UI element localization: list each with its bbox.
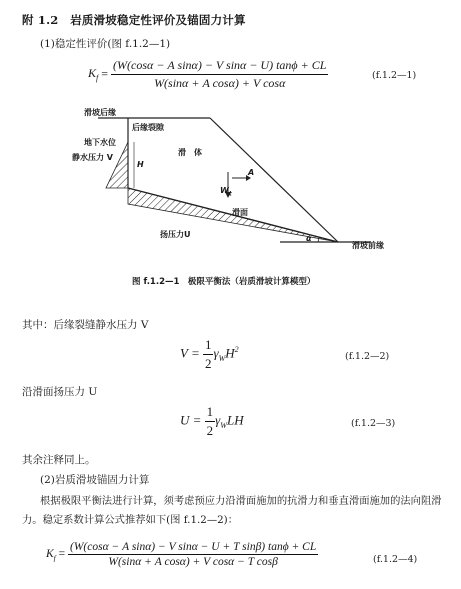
equation-3: U = $\frac{1}{2}$ $\gamma_WLH$ (180, 404, 244, 438)
label-groundwater: 地下水位 (84, 138, 116, 147)
label-accel: A (248, 168, 255, 177)
subheading-anchor: (2)岩质滑坡锚固力计算 (40, 474, 150, 486)
equation-2: V = $\frac{1}{2}$ $\gamma_WH^2$ (180, 337, 239, 371)
text-u-definition: 沿滑面扬压力 U (22, 386, 98, 398)
eq1-fraction (111, 58, 328, 91)
label-slide-face: 滑面 (232, 208, 248, 217)
label-uplift: 扬压力U (160, 230, 191, 239)
eq3-number: (f.1.2—3) (351, 418, 396, 429)
label-height: H (137, 160, 144, 169)
eq1-number: (f.1.2—1) (372, 70, 417, 81)
anchor-paragraph-line2: 力。稳定系数计算公式推荐如下(图 f.1.2—2)： (22, 514, 238, 526)
eq1-numerator: (W(cosα − A sinα) − V sinα − U) tanϕ + CL (111, 58, 328, 75)
eq4-lhs: $K_f$ (46, 548, 56, 563)
slope-diagram (70, 100, 400, 275)
eq1-lhs: $K_f$ (88, 66, 99, 83)
equation-1: $K_f$ = $\frac{\text{(W(cosα − A sinα) − V sinα − U) tanϕ + CL}}{\text{W(sinα + A cosα) + V cosα}}$ (88, 58, 327, 90)
text-v-definition: 其中：后缘裂缝静水压力 V (22, 319, 149, 331)
text-rest: 其余注释同上。 (22, 454, 96, 466)
label-back-edge: 滑坡后缘 (84, 108, 116, 117)
subheading-stability: (1)稳定性评价(图 f.1.2—1) (40, 38, 171, 50)
label-angle: α (306, 234, 312, 243)
equation-4: $K_f$ = $\frac{\text{(W(cosα − A sinα) − V sinα − U + T sinβ) tanϕ + CL}}{\text{W(sinα + A cosα) + V cosα − T cosβ}}$ (46, 541, 317, 568)
label-back-crack: 后缘裂隙 (132, 123, 164, 132)
eq1-denominator: W(sinα + A cosα) + V cosα (154, 76, 286, 90)
label-front-edge: 滑坡前缘 (352, 241, 384, 250)
anchor-paragraph-line1: 根据极限平衡法进行计算，须考虑预应力沿滑面施加的抗滑力和垂直滑面施加的法向阻滑 (40, 495, 442, 507)
eq4-numerator: (W(cosα − A sinα) − V sinα − U + T sinβ) tanϕ + CL (70, 541, 317, 553)
eq3-fraction: $\frac{1}{2}$ (206, 404, 214, 438)
eq4-number: (f.1.2—4) (373, 554, 418, 565)
slope-surface-line (210, 118, 338, 242)
eq4-denominator: W(sinα + A cosα) + V cosα − T cosβ (108, 556, 278, 568)
label-static-pressure: 静水压力 V (72, 153, 113, 162)
static-pressure-triangle (106, 142, 128, 188)
figure-caption: 图 f.1.2—1 极限平衡法（岩质滑坡计算模型） (132, 277, 316, 287)
eq2-number: (f.1.2—2) (345, 351, 390, 362)
eq2-fraction: $\frac{1}{2}$ (204, 337, 212, 371)
label-weight: $W_t$ (220, 186, 232, 198)
eq4-fraction (68, 541, 318, 568)
section-title: 附 1.2 岩质滑坡稳定性评价及锚固力计算 (22, 13, 246, 27)
label-slide-body: 滑 体 (178, 148, 202, 157)
